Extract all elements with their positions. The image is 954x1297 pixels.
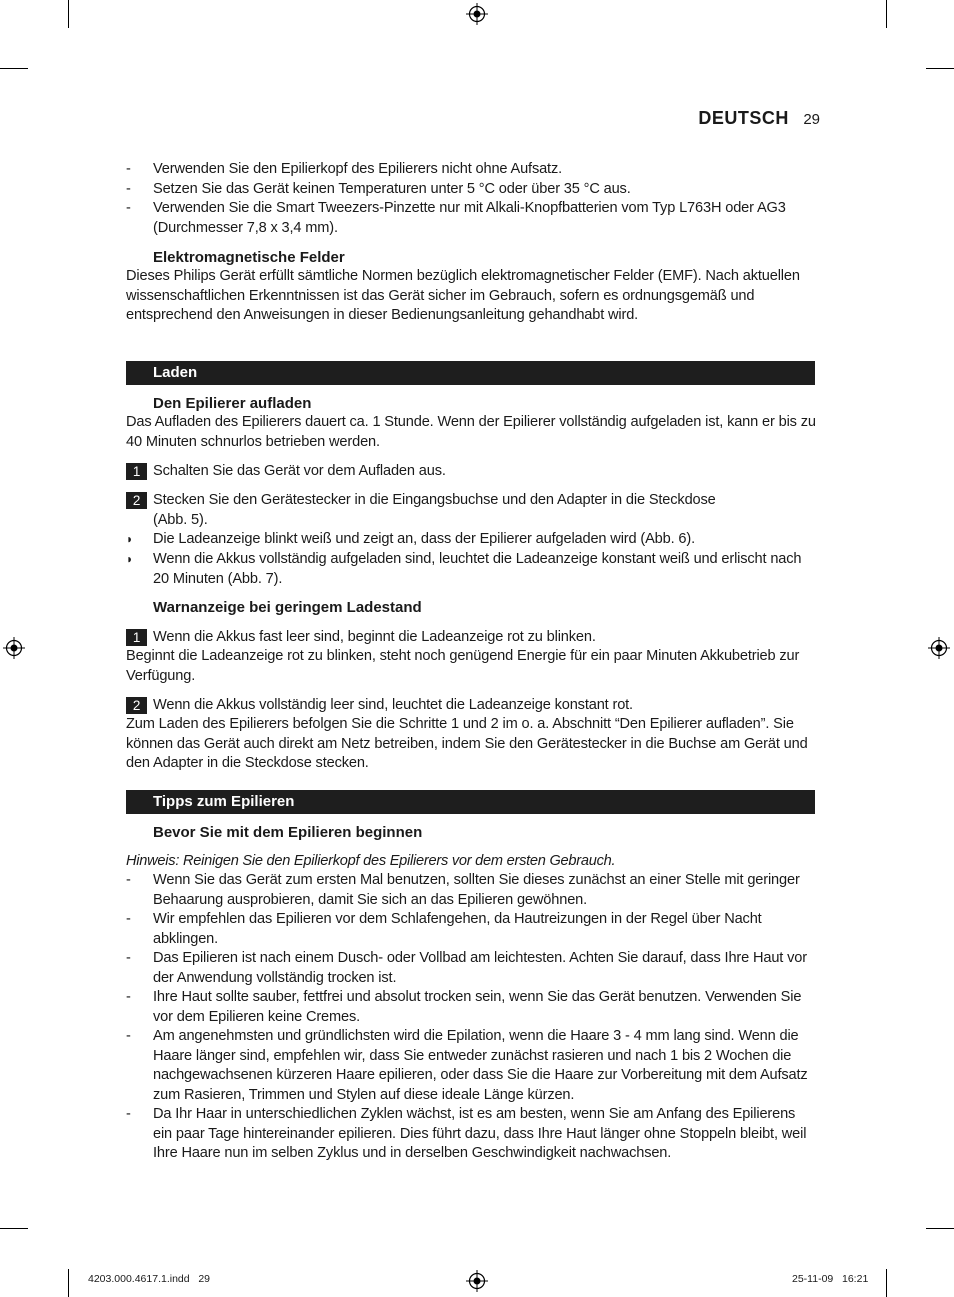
footer-file: 4203.000.4617.1.indd 29	[88, 1273, 211, 1285]
page-number: 29	[803, 111, 820, 128]
list-item	[126, 160, 816, 180]
registration-mark-icon	[466, 3, 488, 25]
list-item-text: Setzen Sie das Gerät keinen Temperaturen unter 5 °C oder über 35 °C aus.	[153, 180, 631, 197]
section-heading: Warnanzeige bei geringem Ladestand	[153, 599, 422, 616]
bullet-item	[126, 530, 816, 550]
step-number: 2	[126, 697, 147, 714]
crop-mark	[0, 68, 28, 69]
language-label: DEUTSCH	[698, 108, 789, 128]
bullet-text: Wenn die Akkus vollständig aufgeladen sind, leuchtet die Ladeanzeige konstant weiß und erlischt nach 20 Minuten (Abb. 7).	[153, 551, 802, 587]
crop-mark	[886, 1269, 887, 1297]
list-item-text: Wenn Sie das Gerät zum ersten Mal benutzen, sollten Sie dieses zunächst an einer Stelle mit geringer Behaarung ausprobieren, damit Sie sich an das Epilieren gewöhnen.	[153, 872, 800, 908]
list-item-text: Verwenden Sie den Epilierkopf des Epilierers nicht ohne Aufsatz.	[153, 161, 563, 177]
crop-mark	[926, 68, 954, 69]
step-text: Schalten Sie das Gerät vor dem Aufladen aus.	[153, 463, 446, 479]
paragraph: Beginnt die Ladeanzeige rot zu blinken, steht noch genügend Energie für ein paar Minuten Akkubetrieb zur Verfügung.	[126, 648, 800, 684]
hint-note: Hinweis: Reinigen Sie den Epilierkopf des Epilierers vor dem ersten Gebrauch.	[126, 853, 616, 869]
step-text: Stecken Sie den Gerätestecker in die Eingangsbuchse und den Adapter in die Steckdose (Abb. 5).	[153, 492, 716, 528]
section-bar-laden	[126, 361, 815, 385]
bullet-item	[126, 550, 816, 589]
step	[126, 696, 816, 716]
section-bar-tipps	[126, 790, 815, 814]
section-heading: Bevor Sie mit dem Epilieren beginnen	[153, 824, 423, 841]
list-item-text: Da Ihr Haar in unterschiedlichen Zyklen wächst, ist es am besten, wenn Sie am Anfang des Epilierens ein paar Tage hintereinander epilieren. Dies führt dazu, dass Ihre Haut länger ohne Stoppeln bleibt, weil Ihre Haare nun im selben Zyklus und in derselben Geschwindigkeit nachwachsen.	[153, 1106, 807, 1161]
registration-mark-icon	[3, 637, 25, 659]
list-item	[126, 988, 816, 1027]
step	[126, 491, 726, 530]
dash-marker: -	[126, 872, 131, 888]
bullet-text: Die Ladeanzeige blinkt weiß und zeigt an, dass der Epilierer aufgeladen wird (Abb. 6).	[153, 531, 695, 547]
step-number: 2	[126, 492, 147, 509]
step-text: Wenn die Akkus fast leer sind, beginnt die Ladeanzeige rot zu blinken.	[153, 629, 596, 645]
list-item	[126, 871, 816, 910]
dash-marker: -	[126, 989, 131, 1005]
bullet-marker: ◗	[126, 552, 134, 566]
section-heading: Den Epilierer aufladen	[153, 395, 312, 412]
list-item-text: Am angenehmsten und gründlichsten wird die Epilation, wenn die Haare 3 - 4 mm lang sind. Wenn die Haare länger sind, empfehlen wir, dass Sie entweder zunächst rasieren und nach 1 bis 2 Wochen die nachgewachsenen kürzeren Haare epilieren, oder dass Sie die Haare zur Vorbereitung mit dem Aufsatz zum Rasieren, Trimmen und Stylen auf diese ideale Länge kürzen.	[153, 1028, 808, 1103]
step	[126, 462, 816, 482]
paragraph: Zum Laden des Epilierers befolgen Sie die Schritte 1 und 2 im o. a. Abschnitt “Den Epilierer aufladen”. Sie können das Gerät auch direkt am Netz betreiben, indem Sie den Gerätestecker in die Buchse am Gerät und den Adapter in die Steckdose stecken.	[126, 716, 808, 771]
step-number: 1	[126, 629, 147, 646]
paragraph: Das Aufladen des Epilierers dauert ca. 1 Stunde. Wenn der Epilierer vollständig aufgeladen ist, kann er bis zu 40 Minuten schnurlos betrieben werden.	[126, 414, 816, 450]
section-bar-title: Laden	[153, 364, 198, 381]
dash-marker: -	[126, 200, 131, 216]
crop-mark	[68, 0, 69, 28]
dash-marker: -	[126, 950, 131, 966]
crop-mark	[886, 0, 887, 28]
dash-marker: -	[126, 180, 131, 197]
list-item-text: Verwenden Sie die Smart Tweezers-Pinzette nur mit Alkali-Knopfbatterien vom Typ L763H oder AG3 (Durchmesser 7,8 x 3,4 mm).	[153, 200, 786, 236]
list-item-text: Wir empfehlen das Epilieren vor dem Schlafengehen, da Hautreizungen in der Regel über Nacht abklingen.	[153, 911, 762, 947]
registration-mark-icon	[928, 637, 950, 659]
list-item	[126, 910, 816, 949]
list-item-text: Das Epilieren ist nach einem Dusch- oder Vollbad am leichtesten. Achten Sie darauf, dass Ihre Haut vor der Anwendung vollständig trocken ist.	[153, 950, 807, 986]
step	[126, 628, 816, 648]
list-item	[126, 180, 816, 200]
list-item	[126, 199, 816, 238]
crop-mark	[926, 1228, 954, 1229]
section-bar-title: Tipps zum Epilieren	[153, 793, 295, 810]
list-item	[126, 1027, 816, 1105]
section-heading: Elektromagnetische Felder	[153, 249, 345, 266]
paragraph: Dieses Philips Gerät erfüllt sämtliche Normen bezüglich elektromagnetischer Felder (EMF). Nach aktuellen wissenschaftlichen Erkenntnissen ist das Gerät sicher im Gebrauch, sofern es ordnungsgemäß und entsprechend den Anweisungen in dieser Bedienungsanleitung gehandhabt wird.	[126, 268, 800, 323]
dash-marker: -	[126, 1028, 131, 1044]
crop-mark	[0, 1228, 28, 1229]
footer-date: 25-11-09 16:21	[792, 1273, 869, 1285]
list-item	[126, 1105, 816, 1164]
list-item-text: Ihre Haut sollte sauber, fettfrei und absolut trocken sein, wenn Sie das Gerät benutzen. Verwenden Sie vor dem Epilieren keine Cremes.	[153, 989, 802, 1025]
dash-marker: -	[126, 1106, 131, 1122]
list-item	[126, 949, 816, 988]
dash-marker: -	[126, 161, 131, 177]
dash-marker: -	[126, 911, 131, 927]
page-header	[600, 108, 820, 129]
bullet-marker: ◗	[126, 532, 134, 546]
registration-mark-icon	[466, 1270, 488, 1292]
step-text: Wenn die Akkus vollständig leer sind, leuchtet die Ladeanzeige konstant rot.	[153, 697, 633, 713]
crop-mark	[68, 1269, 69, 1297]
step-number: 1	[126, 463, 147, 480]
